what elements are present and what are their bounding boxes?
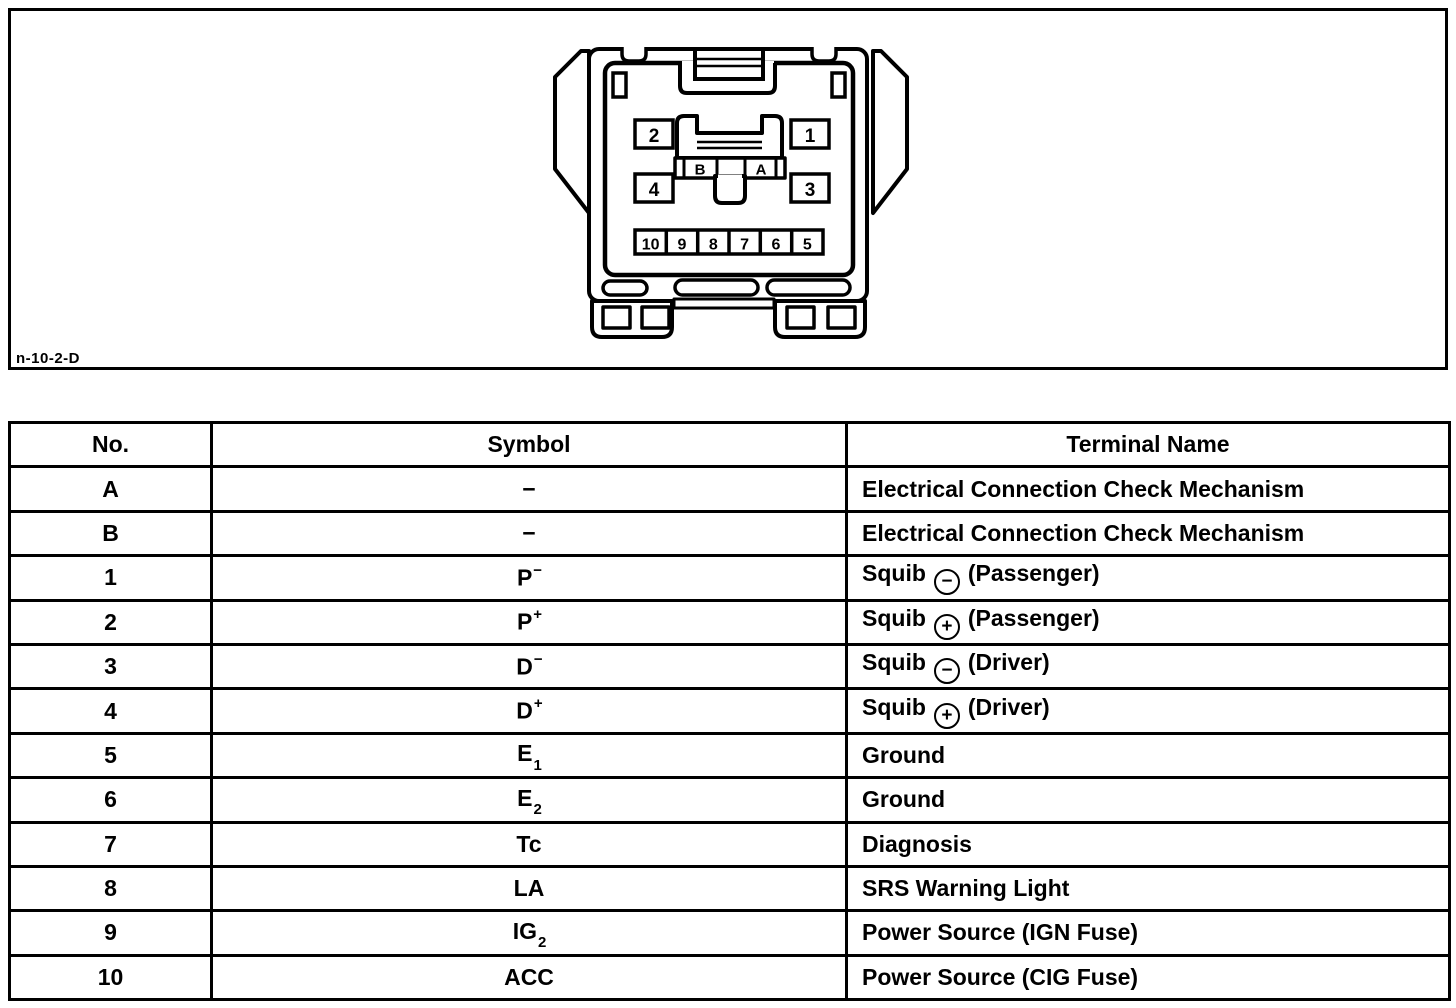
bottom-lip bbox=[674, 299, 774, 308]
connector-diagram bbox=[547, 41, 915, 355]
symbol-cell bbox=[212, 733, 847, 777]
terminal-name-cell bbox=[847, 556, 1450, 600]
terminal-name-cell bbox=[847, 689, 1450, 733]
symbol-subscript: 2 bbox=[533, 801, 542, 819]
terminal-text: Electrical Connection Check Mechanism bbox=[862, 519, 1305, 546]
symbol-base: − bbox=[522, 519, 536, 546]
symbol-base: P bbox=[516, 609, 533, 636]
symbol-superscript: + bbox=[533, 606, 543, 624]
terminal-name-cell bbox=[847, 955, 1450, 999]
table-row bbox=[10, 866, 1450, 910]
symbol-base: IG bbox=[512, 917, 537, 944]
pin-number-cell: 7 bbox=[10, 822, 212, 866]
cavity-label-2: 2 bbox=[648, 126, 660, 147]
cavity-label-10: 10 bbox=[641, 236, 660, 254]
terminal-name-cell bbox=[847, 733, 1450, 777]
symbol-base: D bbox=[516, 653, 533, 680]
table-row bbox=[10, 689, 1450, 733]
terminal-text: Ground bbox=[862, 786, 946, 813]
pin-number-cell: 3 bbox=[10, 644, 212, 688]
table-row bbox=[10, 733, 1450, 777]
table-row bbox=[10, 467, 1450, 511]
symbol-cell bbox=[212, 866, 847, 910]
symbol-base: P bbox=[516, 564, 533, 591]
symbol-cell bbox=[212, 778, 847, 822]
symbol-base: E bbox=[517, 740, 533, 767]
pin-number-cell: 4 bbox=[10, 689, 212, 733]
symbol-cell bbox=[212, 911, 847, 955]
terminal-table bbox=[8, 421, 1451, 1001]
cavity-label-3: 3 bbox=[804, 180, 816, 201]
figure-label: n-10-2-D bbox=[16, 350, 81, 367]
pin-number-cell: 8 bbox=[10, 866, 212, 910]
terminal-name-cell bbox=[847, 600, 1450, 644]
terminal-text-suffix: (Driver) bbox=[967, 649, 1050, 676]
terminal-text: Electrical Connection Check Mechanism bbox=[862, 475, 1305, 502]
terminal-text: Diagnosis bbox=[862, 830, 972, 857]
pin-number-cell: 10 bbox=[10, 955, 212, 999]
terminal-text: Squib bbox=[862, 693, 926, 720]
symbol-superscript: + bbox=[533, 695, 543, 713]
cavity-label-5: 5 bbox=[802, 236, 812, 254]
table-row bbox=[10, 955, 1450, 999]
symbol-cell bbox=[212, 689, 847, 733]
cavity-label-4: 4 bbox=[648, 180, 660, 201]
terminal-text-suffix: (Driver) bbox=[967, 693, 1050, 720]
table-row bbox=[10, 600, 1450, 644]
circled-plus-icon: + bbox=[934, 703, 960, 729]
symbol-cell bbox=[212, 511, 847, 555]
symbol-base: E bbox=[517, 784, 533, 811]
terminal-text-suffix: (Passenger) bbox=[967, 604, 1100, 631]
terminal-text: Power Source (CIG Fuse) bbox=[862, 963, 1139, 990]
terminal-text: Power Source (IGN Fuse) bbox=[862, 919, 1139, 946]
table-header-row bbox=[10, 423, 1450, 467]
circled-plus-icon: + bbox=[934, 614, 960, 640]
left-wing bbox=[555, 51, 589, 213]
symbol-base: LA bbox=[513, 875, 545, 902]
center-tab bbox=[715, 176, 745, 203]
cavity-label-1: 1 bbox=[804, 126, 816, 147]
terminal-name-cell bbox=[847, 911, 1450, 955]
symbol-cell bbox=[212, 467, 847, 511]
symbol-superscript: − bbox=[533, 650, 543, 668]
terminal-text: Squib bbox=[862, 649, 926, 676]
latch bbox=[695, 49, 763, 79]
terminal-text: Ground bbox=[862, 741, 946, 768]
cavity-label-6: 6 bbox=[771, 236, 781, 254]
symbol-subscript: 1 bbox=[533, 756, 542, 774]
symbol-base: ACC bbox=[504, 963, 554, 990]
terminal-name-cell bbox=[847, 644, 1450, 688]
pin-number-cell: 9 bbox=[10, 911, 212, 955]
cavity-label-8: 8 bbox=[708, 236, 718, 254]
terminal-text: Squib bbox=[862, 604, 926, 631]
slot-center bbox=[675, 280, 758, 295]
symbol-subscript: 2 bbox=[537, 934, 547, 952]
pin-number-cell: 2 bbox=[10, 600, 212, 644]
terminal-name-cell bbox=[847, 467, 1450, 511]
terminal-name-cell bbox=[847, 822, 1450, 866]
connector-figure bbox=[8, 8, 1448, 370]
symbol-cell bbox=[212, 600, 847, 644]
pin-number-cell: 6 bbox=[10, 778, 212, 822]
pin-number-cell: A bbox=[10, 467, 212, 511]
cavity-label-A: A bbox=[755, 161, 767, 179]
table-row bbox=[10, 911, 1450, 955]
terminal-name-cell bbox=[847, 866, 1450, 910]
slot-left bbox=[603, 281, 647, 295]
pin-number-cell: B bbox=[10, 511, 212, 555]
symbol-base: Tc bbox=[516, 830, 542, 857]
pin-number-cell: 5 bbox=[10, 733, 212, 777]
symbol-cell bbox=[212, 556, 847, 600]
col-header-symbol: Symbol bbox=[212, 423, 847, 467]
symbol-superscript: − bbox=[533, 562, 543, 580]
table-row bbox=[10, 556, 1450, 600]
cavity-label-B: B bbox=[694, 161, 706, 179]
col-header-no: No. bbox=[10, 423, 212, 467]
pin-number-cell: 1 bbox=[10, 556, 212, 600]
circled-minus-icon: − bbox=[934, 658, 960, 684]
circled-minus-icon: − bbox=[934, 569, 960, 595]
table-row bbox=[10, 511, 1450, 555]
cavity-label-9: 9 bbox=[677, 236, 687, 254]
terminal-text-suffix: (Passenger) bbox=[967, 560, 1100, 587]
terminal-text: Squib bbox=[862, 560, 926, 587]
symbol-base: D bbox=[516, 697, 533, 724]
terminal-table-body bbox=[10, 467, 1450, 1000]
symbol-cell bbox=[212, 644, 847, 688]
terminal-name-cell bbox=[847, 511, 1450, 555]
slot-right bbox=[767, 280, 850, 295]
table-row bbox=[10, 644, 1450, 688]
symbol-cell bbox=[212, 955, 847, 999]
table-row bbox=[10, 822, 1450, 866]
cavity-label-7: 7 bbox=[740, 236, 750, 254]
terminal-name-cell bbox=[847, 778, 1450, 822]
col-header-terminal-name: Terminal Name bbox=[847, 423, 1450, 467]
table-row bbox=[10, 778, 1450, 822]
terminal-text: SRS Warning Light bbox=[862, 875, 1070, 902]
symbol-cell bbox=[212, 822, 847, 866]
right-wing bbox=[873, 51, 907, 213]
symbol-base: − bbox=[522, 475, 536, 502]
